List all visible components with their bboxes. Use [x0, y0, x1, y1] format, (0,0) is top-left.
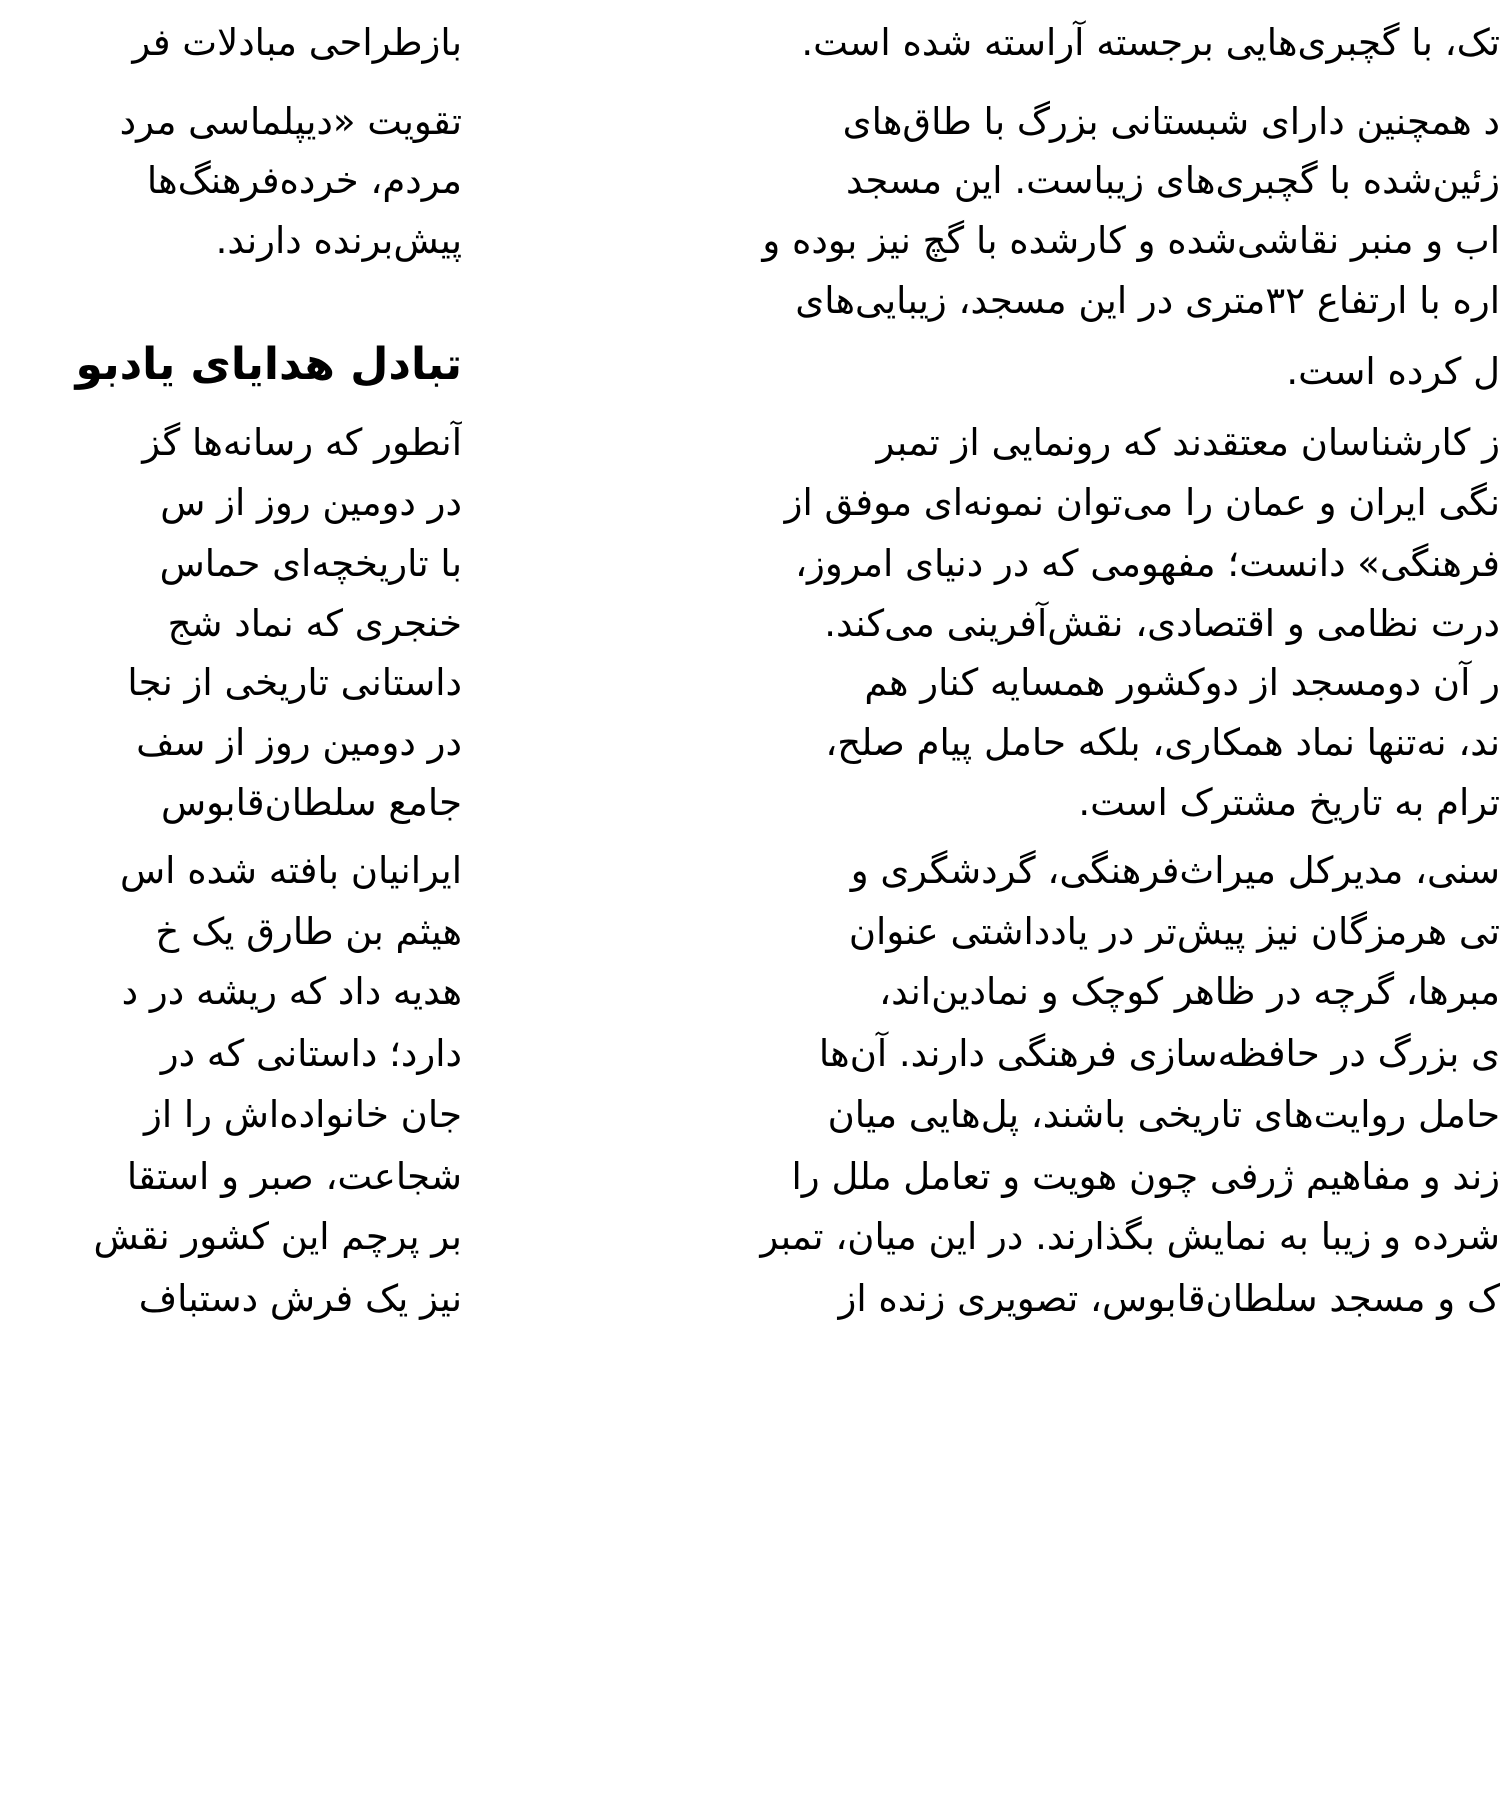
text-line: بر پرچم این کشور نقش [93, 1215, 462, 1258]
text-line: شرده و زیبا به نمایش بگذارند. در این میان، تمبر [760, 1215, 1500, 1258]
text-line: درت نظامی و اقتصادی، نقش‌آفرینی می‌کند. [824, 602, 1500, 645]
text-line: سنی، مدیرکل میراث‌فرهنگی، گردشگری و [850, 849, 1500, 892]
text-line: ز کارشناسان معتقدند که رونمایی از تمبر [876, 421, 1500, 464]
text-line: شجاعت، صبر و استقا [126, 1155, 462, 1198]
text-line: بازطراحی مبادلات فر [132, 21, 462, 64]
text-line: جامع سلطان‌قابوس [160, 781, 462, 824]
text-line: ند، نه‌تنها نماد همکاری، بلکه حامل پیام صلح، [825, 721, 1500, 764]
text-line: هیثم بن طارق یک خ [155, 910, 462, 953]
text-line: در دومین روز از سف [136, 721, 462, 764]
text-line: د همچنین دارای شبستانی بزرگ با طاق‌های [842, 100, 1500, 143]
text-line: در دومین روز از س [160, 481, 462, 524]
text-line: ک و مسجد سلطان‌قابوس، تصویری زنده از [838, 1277, 1500, 1320]
text-line: تی هرمزگان نیز پیش‌تر در یادداشتی عنوان [848, 910, 1500, 953]
text-line: خنجری که نماد شج [167, 602, 462, 645]
text-line: اب و منبر نقاشی‌شده و کارشده با گچ نیز بوده و [762, 219, 1500, 262]
text-line: نگی ایران و عمان را می‌توان نمونه‌ای موفق از [784, 481, 1500, 524]
text-line: نیز یک فرش دستباف [138, 1277, 462, 1320]
text-line: حامل روایت‌های تاریخی باشند، پل‌هایی میان [827, 1093, 1500, 1136]
text-line: تک، با گچبری‌هایی برجسته آراسته شده است. [801, 21, 1500, 64]
text-line: ی بزرگ در حافظه‌سازی فرهنگی دارند. آن‌ها [818, 1032, 1500, 1075]
text-line: زئین‌شده با گچبری‌های زیباست. این مسجد [845, 159, 1500, 202]
text-line: جان خانواده‌اش را از [143, 1093, 462, 1136]
text-line: زند و مفاهیم ژرفی چون هویت و تعامل ملل را [791, 1155, 1500, 1198]
text-line: هدیه داد که ریشه در د [121, 970, 462, 1013]
text-line: ر آن دومسجد از دوکشور همسایه کنار هم [864, 661, 1500, 704]
text-line: ترام به تاریخ مشترک است. [1078, 781, 1500, 824]
text-line: آنطور که رسانه‌ها گز [142, 421, 462, 464]
section-heading: تبادل هدایای یادبو [75, 339, 462, 390]
text-line: ل کرده است. [1286, 350, 1500, 393]
text-line: با تاریخچه‌ای حماس [159, 542, 462, 585]
article-column-right [520, 0, 1500, 1811]
text-line: پیش‌برنده دارند. [215, 219, 462, 262]
text-line: مبرها، گرچه در ظاهر کوچک و نمادین‌اند، [879, 970, 1500, 1013]
text-line: فرهنگی» دانست؛ مفهومی که در دنیای امروز، [795, 542, 1500, 585]
text-line: دارد؛ داستانی که در [160, 1032, 462, 1075]
text-line: تقویت «دیپلماسی مرد [119, 100, 462, 143]
text-line: مردم، خرده‌فرهنگ‌ها [146, 159, 462, 202]
text-line: داستانی تاریخی از نجا [127, 661, 462, 704]
text-line: ایرانیان بافته شده اس [120, 849, 462, 892]
article-column-left [0, 0, 462, 1811]
text-line: اره با ارتفاع ۳۲متری در این مسجد، زیبایی‌های [795, 279, 1500, 322]
